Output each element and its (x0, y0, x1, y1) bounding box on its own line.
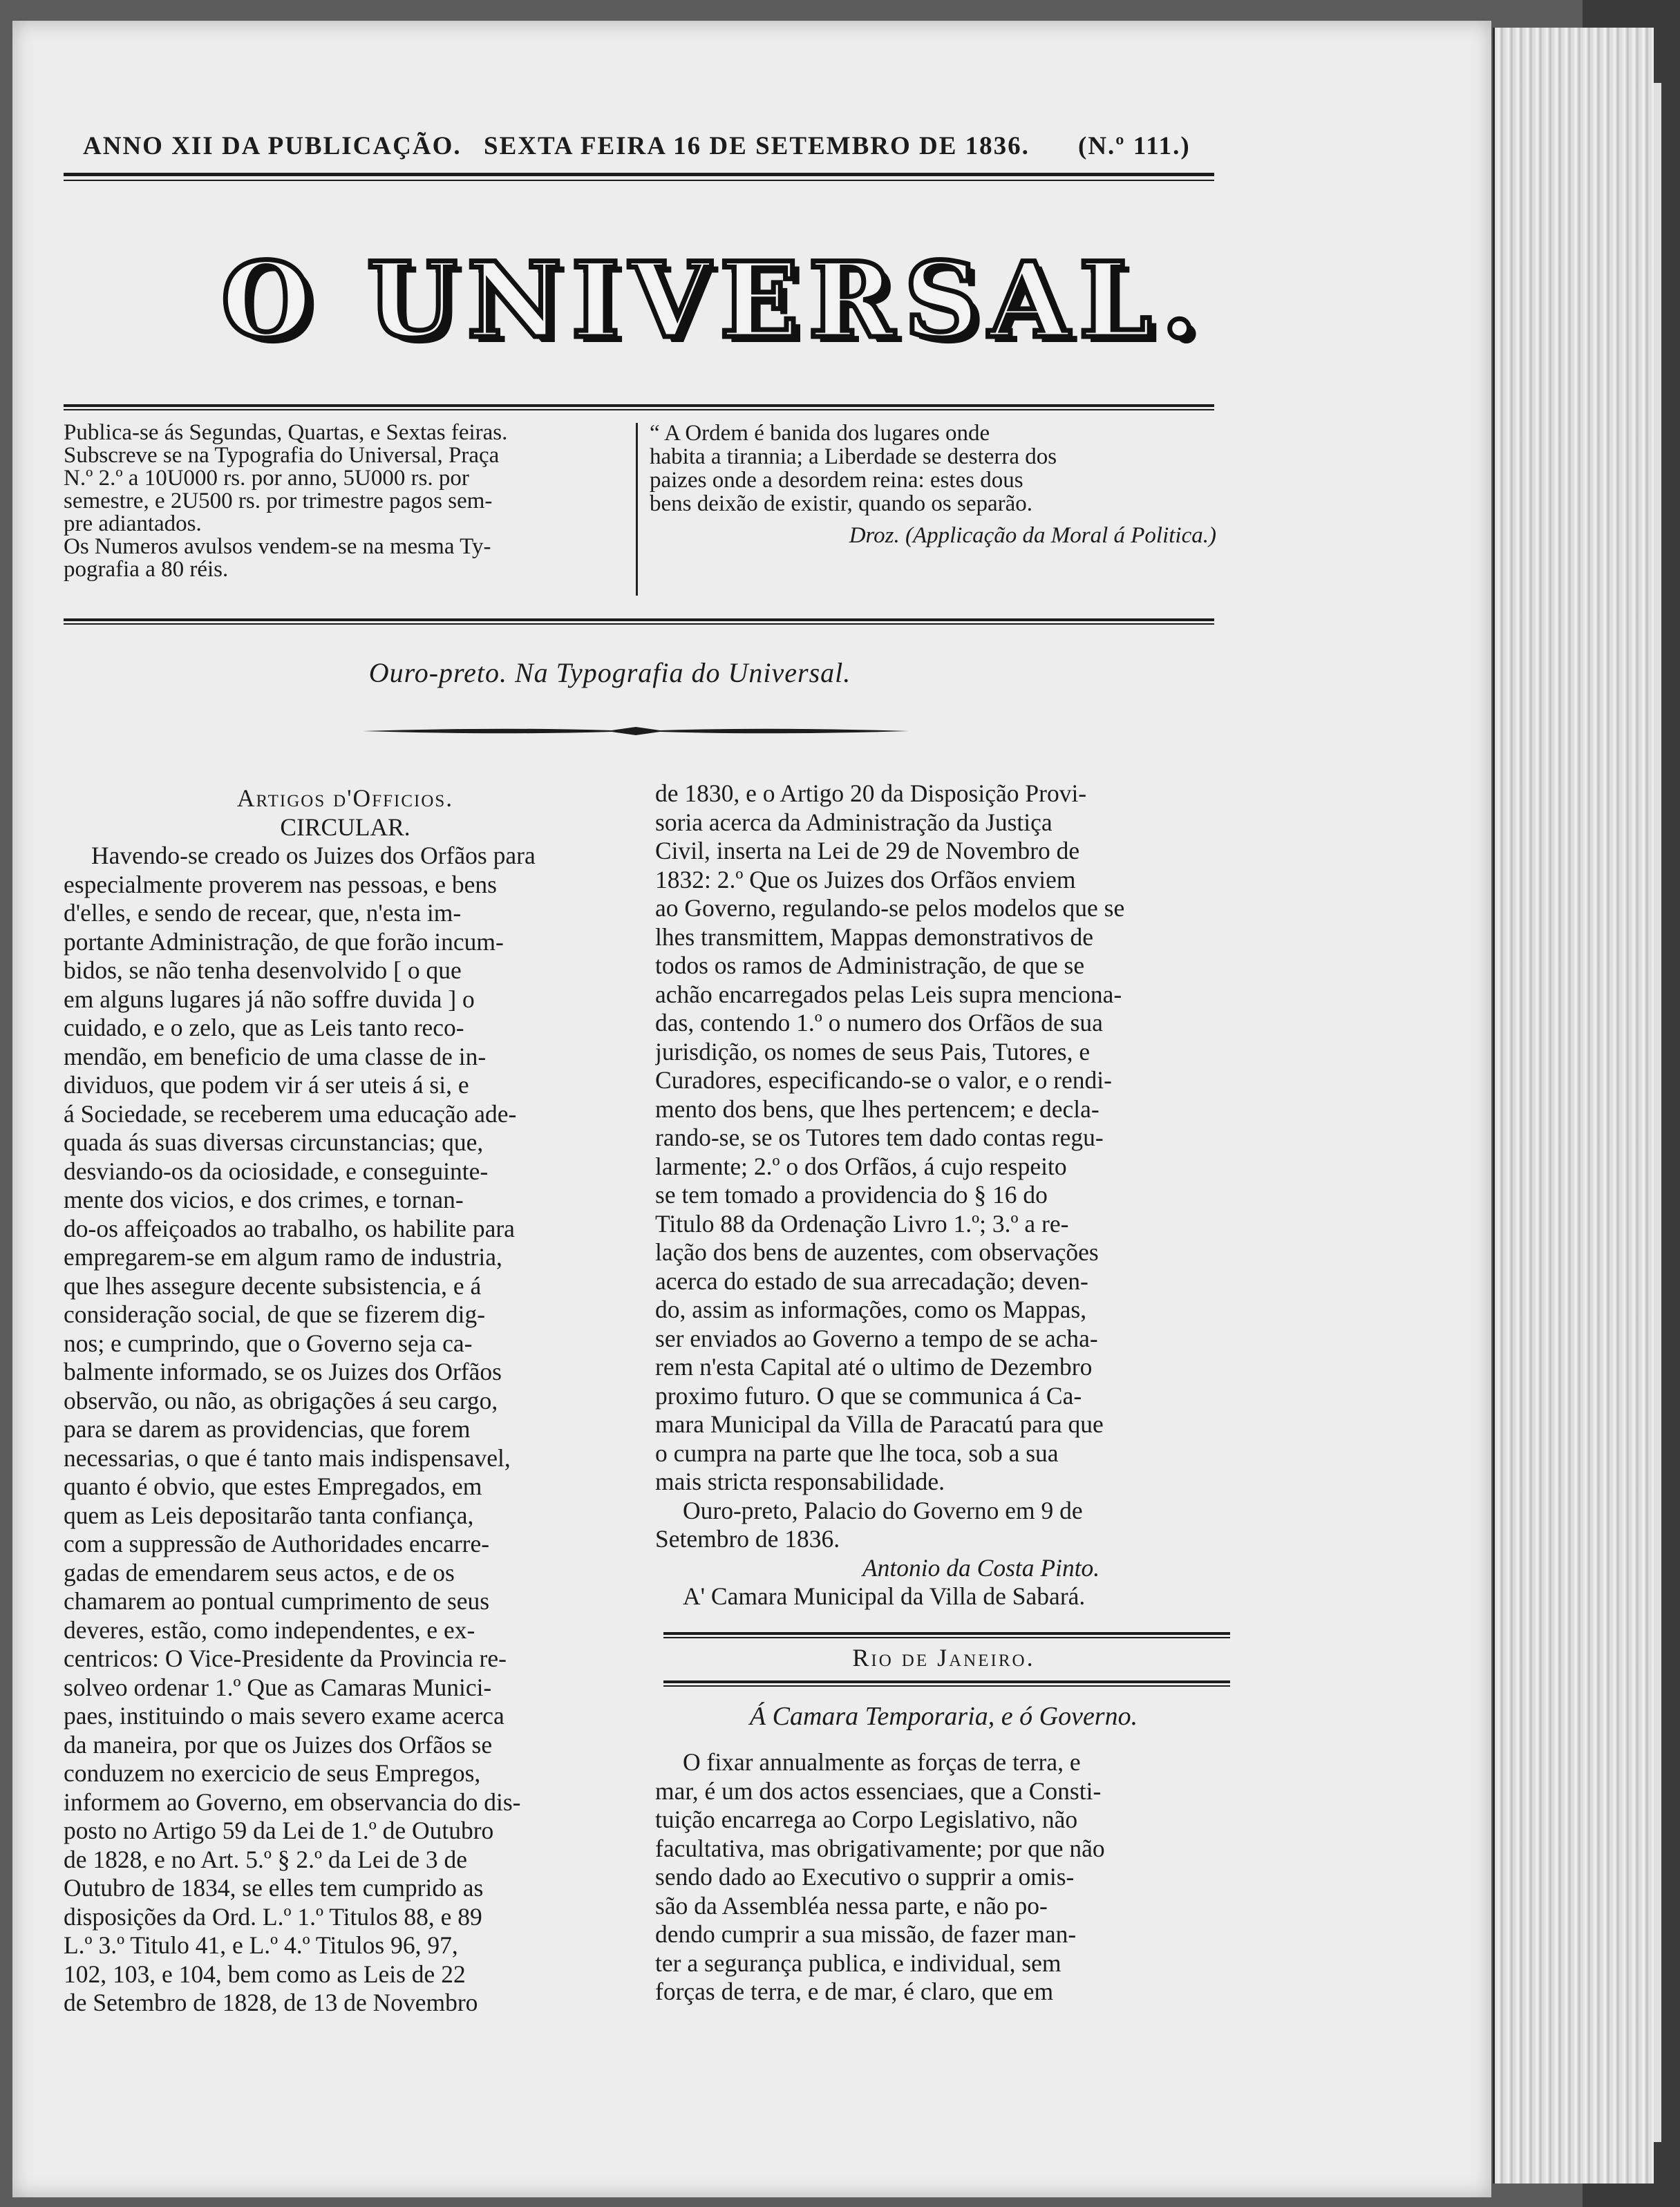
epigraph-line: bens deixão de existir, quando os separão. (650, 491, 1033, 516)
section-rule-top-thin (663, 1637, 1230, 1638)
text-line: tuição encarrega ao Corpo Legislativo, não (655, 1806, 1078, 1833)
text-line: da maneira, por que os Juizes dos Orfãos se (64, 1730, 493, 1759)
issue-date: SEXTA FEIRA 16 DE SETEMBRO DE 1836. (484, 132, 1030, 160)
text-line: lação dos bens de auzentes, com observações (655, 1238, 1099, 1266)
masthead-rule (64, 404, 1214, 407)
subscription-line: pografia a 80 réis. (64, 557, 229, 582)
section-rule-bottom-thin (663, 1685, 1230, 1687)
subscription-line: Os Numeros avulsos vendem-se na mesma Ty- (64, 534, 491, 559)
text-line: para se darem as providencias, que forem (64, 1415, 471, 1443)
text-line: O fixar annualmente as forças de terra, e (683, 1748, 1081, 1776)
text-line: mara Municipal da Villa de Paracatú para que (655, 1410, 1104, 1438)
publication-year: ANNO XII DA PUBLICAÇÃO. (83, 132, 462, 160)
text-line: dividuos, que podem vir á ser uteis á si, e (64, 1071, 469, 1099)
text-line: posto no Artigo 59 da Lei de 1.º de Outubro (64, 1817, 494, 1844)
masthead-rule-thin (64, 409, 1214, 410)
text-line: mar, é um dos actos essenciaes, que a Consti- (655, 1777, 1102, 1805)
addressee: A' Camara Municipal da Villa de Sabará. (683, 1582, 1086, 1610)
masthead-title: O UNIVERSAL. (221, 240, 1207, 361)
subscription-line: pre adiantados. (64, 511, 202, 536)
text-line: das, contendo 1.º o numero dos Orfãos de sua (655, 1009, 1103, 1036)
text-line: centricos: O Vice-Presidente da Provincia re- (64, 1645, 507, 1672)
info-divider (636, 423, 638, 596)
text-line: gadas de emendarem seus actos, e de os (64, 1558, 455, 1586)
text-line: sendo dado ao Executivo o supprir a omis- (655, 1863, 1075, 1891)
text-line: soria acerca da Administração da Justiça (655, 808, 1053, 836)
page-edges (1493, 28, 1654, 2184)
subscription-line: Publica-se ás Segundas, Quartas, e Sextas feiras. (64, 420, 508, 445)
text-line: disposições da Ord. L.º 1.º Titulos 88, e 89 (64, 1902, 482, 1931)
section-heading-rio: Rio de Janeiro. (852, 1644, 1035, 1671)
text-line: do-os affeiçoados ao trabalho, os habilite para (64, 1214, 515, 1242)
subscription-info (64, 421, 627, 608)
text-line: larmente; 2.º o dos Orfãos, á cujo respeito (655, 1152, 1067, 1180)
text-line: são da Assembléa nessa parte, e não po- (655, 1891, 1048, 1920)
text-line: empregarem-se em algum ramo de industria, (64, 1243, 502, 1271)
text-line: informem ao Governo, em observancia do dis- (64, 1788, 521, 1816)
text-line: dendo cumprir a sua missão, de fazer man- (655, 1920, 1077, 1948)
text-line: L.º 3.º Titulo 41, e L.º 4.º Titulos 96, 97, (64, 1931, 458, 1959)
text-line: forças de terra, e de mar, é claro, que em (655, 1978, 1054, 2005)
text-line: achão encarregados pelas Leis supra menciona- (655, 980, 1122, 1008)
text-line: quanto é obvio, que estes Empregados, em (64, 1472, 482, 1500)
text-line: ser enviados ao Governo a tempo de se acha- (655, 1324, 1098, 1352)
section-heading: Artigos d'Officios. (236, 784, 454, 812)
text-line: se tem tomado a providencia do § 16 do (655, 1181, 1048, 1209)
epigraph-line: paizes onde a desordem reina: estes dous (650, 468, 1023, 493)
text-line: de Setembro de 1828, de 13 de Novembro (64, 1989, 478, 2016)
text-line: portante Administração, de que forão incum- (64, 927, 504, 956)
text-line: solveo ordenar 1.º Que as Camaras Munici- (64, 1673, 492, 1701)
text-line: cuidado, e o zelo, que as Leis tanto reco- (64, 1014, 464, 1041)
header-rule (64, 173, 1214, 176)
text-line: proximo futuro. O que se communica á Ca- (655, 1381, 1082, 1410)
text-line: acerca do estado de sua arrecadação; deven- (655, 1267, 1088, 1295)
text-line: jurisdição, os nomes de seus Pais, Tutores, e (655, 1037, 1091, 1065)
text-line: desviando-os da ociosidade, e conseguinte- (64, 1157, 489, 1185)
text-line: consideração social, de que se fizerem dig- (64, 1300, 486, 1328)
info-rule-thin (64, 623, 1214, 625)
text-line: ter a segurança publica, e individual, sem (655, 1949, 1061, 1977)
text-line: Havendo-se creado os Juizes dos Orfãos para (91, 842, 536, 869)
text-line: do, assim as informações, como os Mappas, (655, 1296, 1087, 1323)
subscription-line: Subscreve se na Typografia do Universal, Praça (64, 443, 500, 468)
text-line: balmente informado, se os Juizes dos Orfãos (64, 1358, 502, 1385)
text-line: Civil, inserta na Lei de 29 de Novembro de (655, 837, 1080, 864)
text-line: necessarias, o que é tanto mais indispensavel, (64, 1443, 511, 1472)
text-line: observão, ou não, as obrigações á seu cargo, (64, 1386, 498, 1414)
header-rule-thin (64, 180, 1214, 181)
text-line: á Sociedade, se receberem uma educação ade- (64, 1099, 517, 1128)
text-line: todos os ramos de Administração, de que se (655, 951, 1085, 979)
text-line: Outubro de 1834, se elles tem cumprido as (64, 1874, 484, 1902)
second-article-title: Á Camara Temporaria, e ó Governo. (749, 1702, 1138, 1731)
text-line: lhes transmittem, Mappas demonstrativos de (655, 922, 1093, 951)
text-line: paes, instituindo o mais severo exame acerca (64, 1702, 504, 1730)
section-rule-bottom (663, 1680, 1230, 1683)
text-line: o cumpra na parte que lhe toca, sob a sua (655, 1439, 1059, 1467)
epigraph-line: “ A Ordem é banida dos lugares onde (650, 421, 990, 446)
text-line: ao Governo, regulando-se pelos modelos que se (655, 894, 1125, 922)
epigraph (650, 421, 1216, 608)
closing-line: Ouro-preto, Palacio do Governo em 9 de (683, 1496, 1083, 1524)
epigraph-line: habita a tirannia; a Liberdade se desterra dos (650, 444, 1057, 469)
text-line: de 1830, e o Artigo 20 da Disposição Provi- (655, 779, 1087, 807)
article-column-2 (655, 779, 1232, 1611)
signature: Antonio da Costa Pinto. (862, 1553, 1100, 1582)
text-line: rando-se, se os Tutores tem dado contas regu- (655, 1124, 1104, 1151)
text-line: que lhes assegure decente subsistencia, e á (64, 1271, 482, 1300)
article-title: CIRCULAR. (280, 813, 410, 841)
second-article-column (655, 1748, 1232, 2007)
text-line: especialmente proverem nas pessoas, e bens (64, 870, 497, 898)
text-line: mendão, em beneficio de uma classe de in- (64, 1042, 487, 1070)
text-line: mento dos bens, que lhes pertencem; e decla- (655, 1095, 1099, 1123)
text-line: 102, 103, e 104, bem como as Leis de 22 (64, 1960, 466, 1988)
text-line: nos; e cumprindo, que o Governo seja ca- (64, 1329, 473, 1357)
subscription-line: semestre, e 2U500 rs. por trimestre pagos sem- (64, 489, 493, 513)
text-line: rem n'esta Capital até o ultimo de Dezembro (655, 1353, 1093, 1381)
epigraph-source: Droz. (Applicação da Moral á Politica.) (849, 523, 1216, 548)
text-line: quada ás suas diversas circunstancias; que, (64, 1128, 484, 1156)
text-line: Curadores, especificando-se o valor, e o rendi- (655, 1066, 1112, 1094)
imprint: Ouro-preto. Na Typografia do Universal. (368, 657, 851, 688)
text-line: em alguns lugares já não soffre duvida ] o (64, 985, 475, 1013)
issue-number: (N.º 111.) (1078, 132, 1191, 160)
text-line: mente dos vicios, e dos crimes, e tornan- (64, 1186, 464, 1213)
text-line: 1832: 2.º Que os Juizes dos Orfãos enviem (655, 865, 1076, 893)
ornament-divider (363, 724, 909, 738)
closing-line: Setembro de 1836. (655, 1525, 840, 1553)
text-line: com a suppressão de Authoridades encarre- (64, 1530, 490, 1557)
info-rule (64, 618, 1214, 621)
text-line: facultativa, mas obrigativamente; por que não (655, 1834, 1105, 1862)
text-line: de 1828, e no Art. 5.º § 2.º da Lei de 3 de (64, 1845, 467, 1873)
dateline (83, 131, 1202, 159)
text-line: deveres, estão, como independentes, e ex- (64, 1616, 475, 1644)
subscription-line: N.º 2.º a 10U000 rs. por anno, 5U000 rs. por (64, 466, 469, 491)
text-line: bidos, se não tenha desenvolvido [ o que (64, 956, 462, 984)
text-line: chamarem ao pontual cumprimento de seus (64, 1587, 490, 1615)
text-line: conduzem no exercicio de seus Empregos, (64, 1759, 481, 1787)
text-line: mais stricta responsabilidade. (655, 1468, 945, 1495)
text-line: d'elles, e sendo de recear, que, n'esta im- (64, 899, 462, 927)
text-line: quem as Leis depositarão tanta confiança, (64, 1501, 474, 1529)
section-rule-top (663, 1632, 1230, 1635)
article-column-1 (64, 784, 627, 2018)
text-line: Titulo 88 da Ordenação Livro 1.º; 3.º a re- (655, 1209, 1069, 1238)
